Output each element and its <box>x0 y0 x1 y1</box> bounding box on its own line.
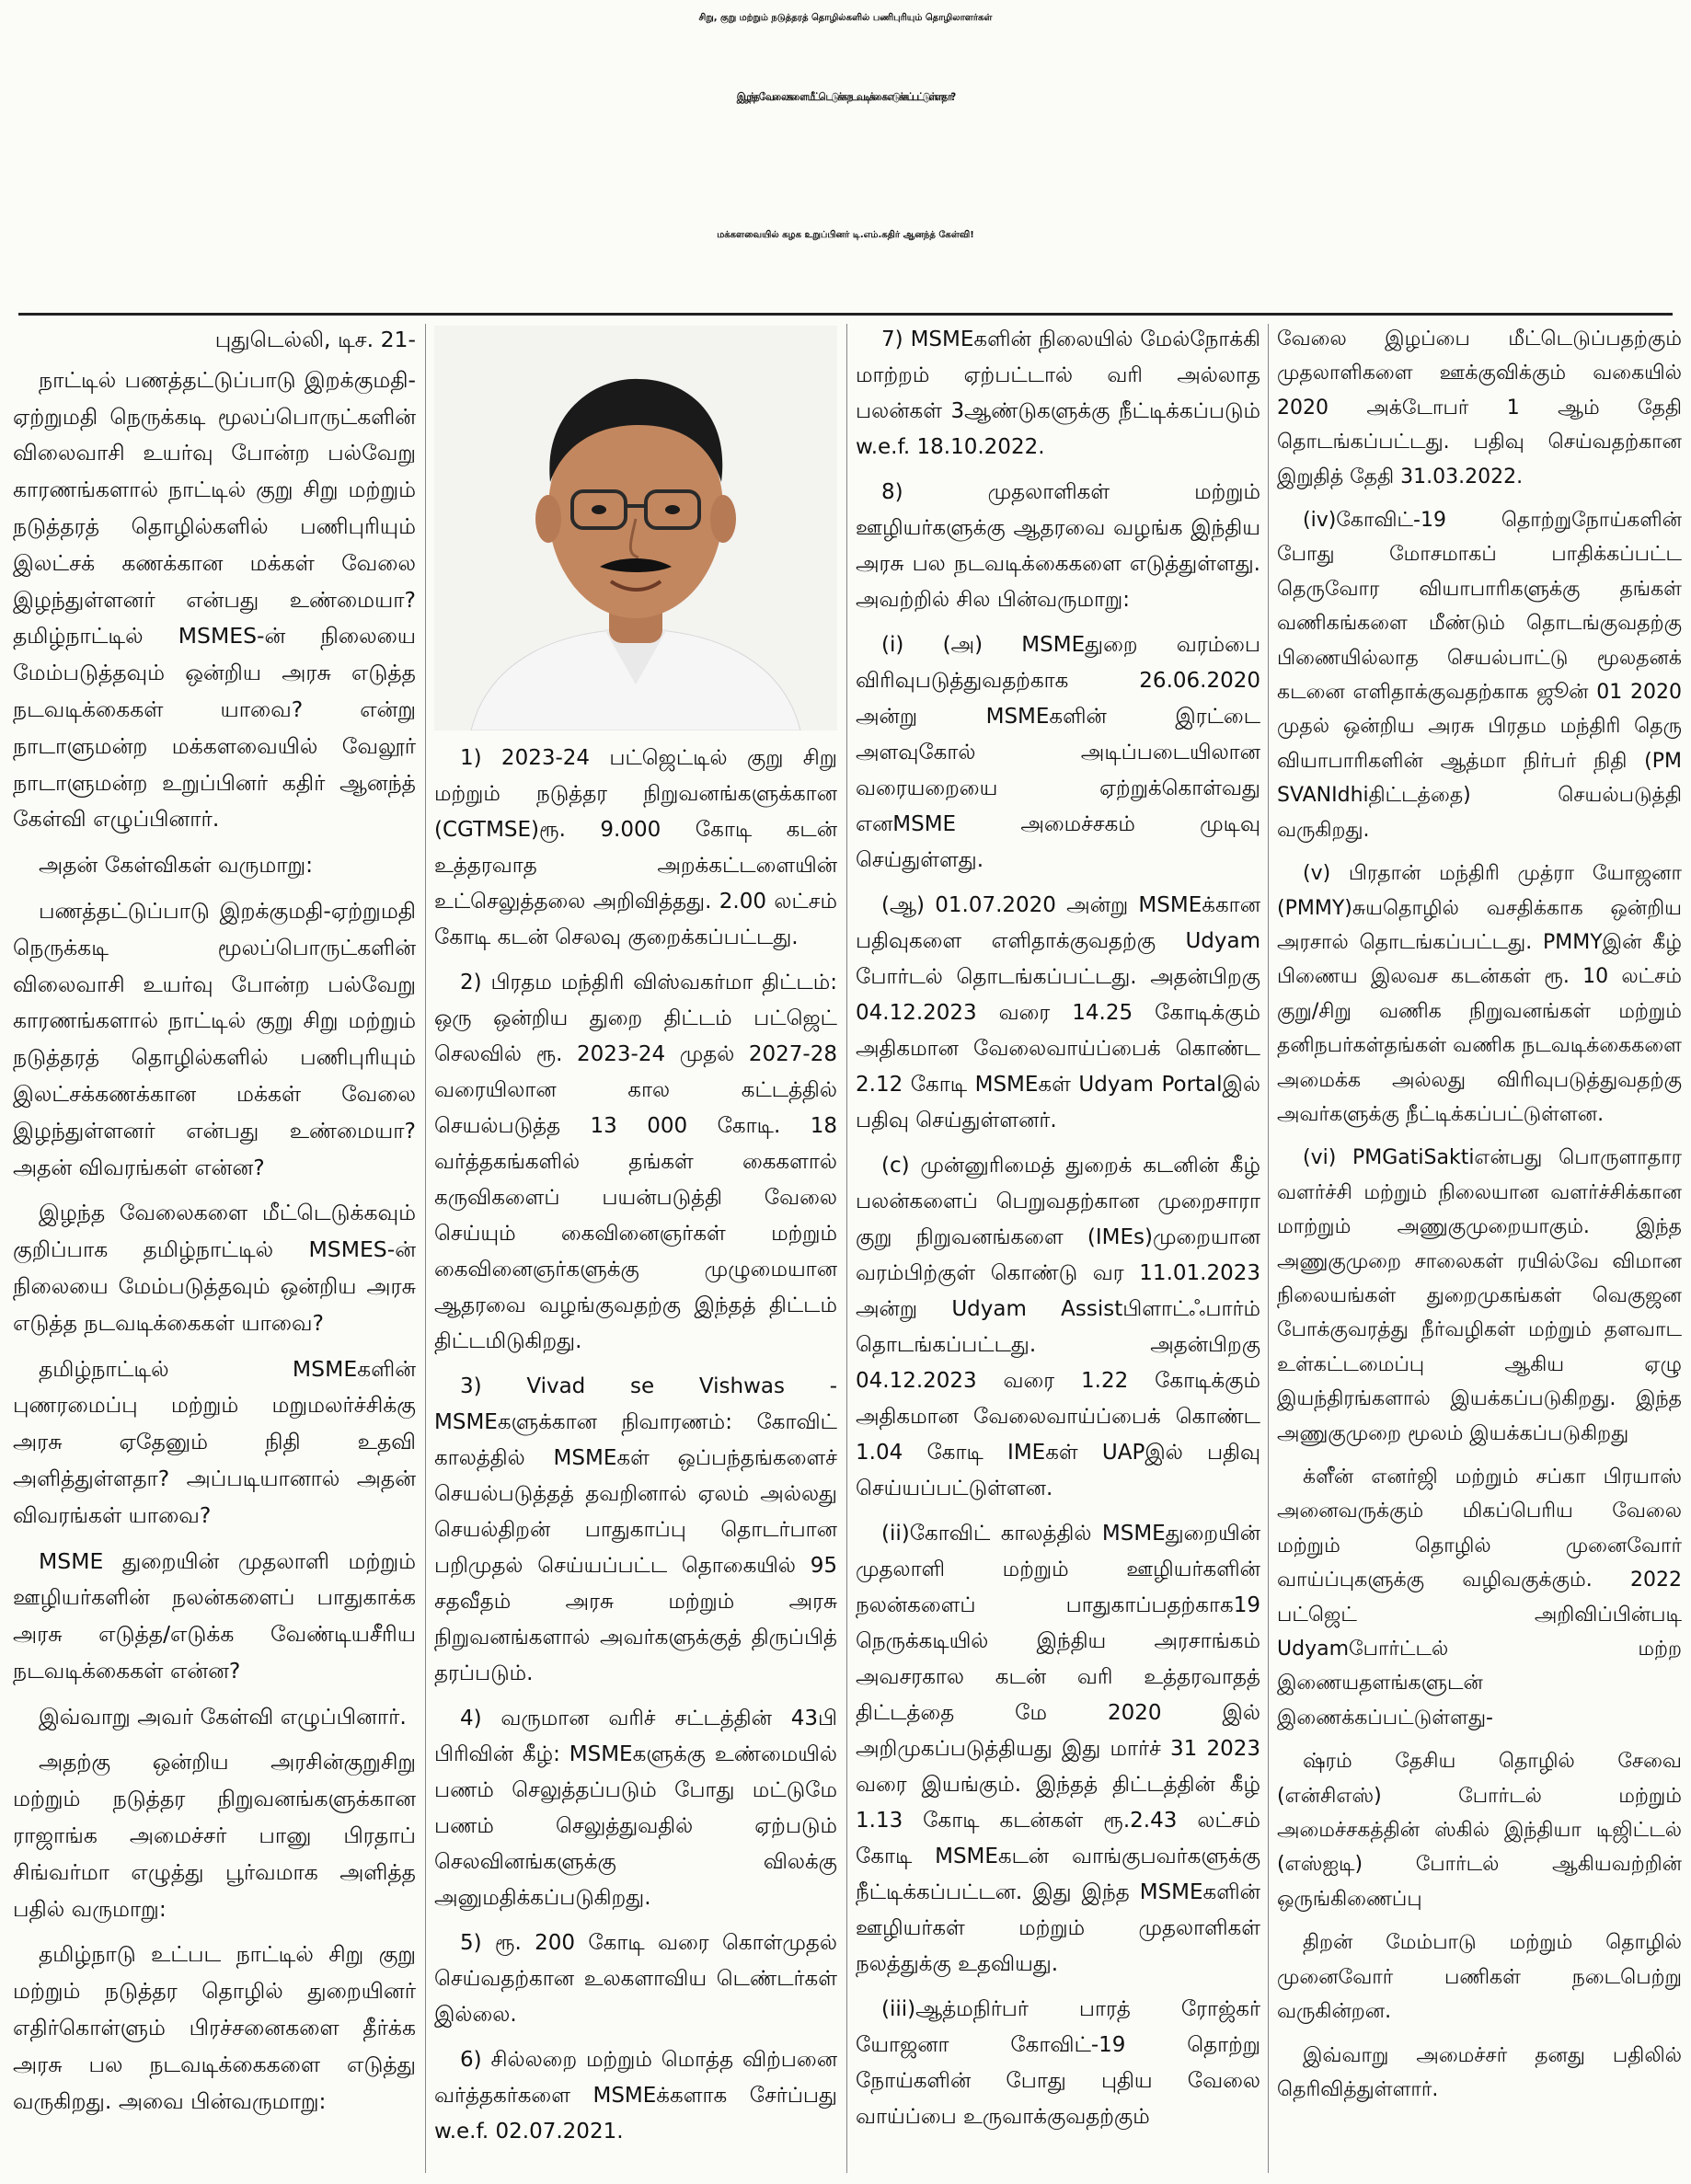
paragraph: 1) 2023-24 பட்ஜெட்டில் குறு சிறு மற்றும் நடுத்தர நிறுவனங்களுக்கான (CGTMSE)ரூ. 9.000 கோடி கடன் உத்தரவாத அறக்கட்டளையின் உட்செலுத்தலை அறிவித்தது. 2.00 லட்சம் கோடி கடன் செலவு குறைக்கப்பட்டது. <box>434 746 837 949</box>
column-divider <box>846 324 847 2173</box>
paragraph: ஷ்ரம் தேசிய தொழில் சேவை (என்சிஎஸ்) போர்டல் மற்றும் அமைச்சகத்தின் ஸ்கில் இந்தியா டிஜிட்டல் (எஸ்ஐடி) போர்டல் ஆகியவற்றின் ஒருங்கிணைப்பு <box>1277 1750 1682 1911</box>
paragraph: வேலை இழப்பை மீட்டெடுப்பதற்கும் முதலாளிகளை ஊக்குவிக்கும் வகையில் 2020 அக்டோபர் 1 ஆம் தேதி தொடங்கப்பட்டது. பதிவு செய்வதற்கான இறுதித் தேதி 31.03.2022. <box>1277 328 1682 489</box>
paragraph: தமிழ்நாட்டில் MSMEகளின் புணரமைப்பு மற்றும் மறுமலர்ச்சிக்கு அரசு ஏதேனும் நிதி உதவி அளித்துள்ளதா? அப்படியானால் அதன் விவரங்கள் யாவை? <box>13 1355 416 1528</box>
paragraph: 6) சில்லறை மற்றும் மொத்த விற்பனை வர்த்தகர்களை MSMEக்களாக சேர்ப்பது w.e.f. 02.07.2021. <box>434 2048 837 2144</box>
paragraph: MSME துறையின் முதலாளி மற்றும் ஊழியர்களின் நலன்களைப் பாதுகாக்க அரசு எடுத்த/எடுக்க வேண்டியசீரிய நடவடிக்கைகள் என்ன? <box>13 1547 416 1684</box>
paragraph: 2) பிரதம மந்திரி விஸ்வகர்மா திட்டம்: ஒரு ஒன்றிய துறை திட்டம் பட்ஜெட் செலவில் ரூ. 2023-24 முதல் 2027-28 வரையிலான கால கட்டத்தில் செயல்படுத்த 13 000 கோடி. 18 வர்த்தகங்களில் தங்கள் கைகளால் கருவிகளைப் பயன்படுத்தி வேலை செய்யும் கைவினைஞர்கள் மற்றும் கைவினைஞர்களுக்கு முழுமையான ஆதரவை வழங்குவதற்கு இந்தத் திட்டம் திட்டமிடுகிறது. <box>434 971 837 1353</box>
header-rule <box>18 313 1673 316</box>
paragraph: இவ்வாறு அவர் கேள்வி எழுப்பினார். <box>39 1703 407 1730</box>
paragraph: பணத்தட்டுப்பாடு இறக்குமதி-ஏற்றுமதி நெருக்கடி மூலப்பொருட்களின் விலைவாசி உயர்வு போன்ற பல்வேறு காரணங்களால் நாட்டில் குறு சிறு மற்றும் நடுத்தரத் தொழில்களில் பணிபுரியும் இலட்சக்கணக்கான மக்கள் வேலை இழந்துள்ளனர் என்பது உண்மையா? அதன் விவரங்கள் என்ன? <box>13 897 416 1180</box>
column-divider <box>425 324 426 2173</box>
paragraph: நாட்டில் பணத்தட்டுப்பாடு இறக்குமதி-ஏற்றுமதி நெருக்கடி மூலப்பொருட்களின் விலைவாசி உயர்வு போன்ற பல்வேறு காரணங்களால் நாட்டில் குறு சிறு மற்றும் நடுத்தரத் தொழில்களில் பணிபுரியும் இலட்சக் கணக்கான மக்கள் வேலை இழந்துள்ளனர் என்பது உண்மையா? தமிழ்நாட்டில் MSMES-ன் நிலையை மேம்படுத்தவும் ஒன்றிய அரசு எடுத்த நடவடிக்கைகள் யாவை? என்று நாடாளுமன்ற மக்களவையில் வேலூர் நாடாளுமன்ற உறுப்பினர் கதிர் ஆனந்த் கேள்வி எழுப்பினார். <box>13 366 416 833</box>
paragraph: (v) பிரதான் மந்திரி முத்ரா யோஜனா (PMMY)சுயதொழில் வசதிக்காக ஒன்றிய அரசால் தொடங்கப்பட்டது. PMMYஇன் கீழ் பிணைய இலவச கடன்கள் ரூ. 10 லட்சம் குறு/சிறு வணிக நிறுவனங்கள் மற்றும் தனிநபர்கள்தங்கள் வணிக நடவடிக்கைகளை அமைக்க அல்லது விரிவுபடுத்துவதற்கு அவர்களுக்கு நீட்டிக்கப்பட்டுள்ளன. <box>1277 862 1682 1126</box>
paragraph: (c) முன்னுரிமைத் துறைக் கடனின் கீழ் பலன்களைப் பெறுவதற்கான முறைசாரா குறு நிறுவனங்களை (IMEs)முறையான வரம்பிற்குள் கொண்டு வர 11.01.2023 அன்று Udyam Assistபிளாட்ஃபார்ம் தொடங்கப்பட்டது. அதன்பிறகு 04.12.2023 வரை 1.22 கோடிக்கும் அதிகமான வேலைவாய்ப்பைக் கொண்ட 1.04 கோடி IMEகள் UAPஇல் பதிவு செய்யப்பட்டுள்ளன. <box>856 1154 1260 1500</box>
portrait-illustration <box>434 326 837 730</box>
paragraph: திறன் மேம்பாடு மற்றும் தொழில் முனைவோர் பணிகள் நடைபெற்று வருகின்றன. <box>1277 1931 1682 2024</box>
main-headline: இழந்த வேலைகளை மீட்டெடுக்க நடவடிக்கை எடுக்கப்பட்டுள்ளதா? <box>736 92 955 104</box>
article-column-4 <box>1277 322 1682 2116</box>
paragraph: க்ளீன் எனர்ஜி மற்றும் சப்கா பிரயாஸ் அனைவருக்கும் மிகப்பெரிய வேலை மற்றும் தொழில் முனைவோர் வாய்ப்புகளுக்கு வழிவகுக்கும். 2022 பட்ஜெட் அறிவிப்பின்படி Udyamபோர்ட்டல் மற்ற இணையதளங்களுடன் இணைக்கப்பட்டுள்ளது- <box>1277 1466 1682 1730</box>
paragraph: 8) முதலாளிகள் மற்றும் ஊழியர்களுக்கு ஆதரவை வழங்க இந்திய அரசு பல நடவடிக்கைகளை எடுத்துள்ளது. அவற்றில் சில பின்வருமாறு: <box>856 480 1260 612</box>
paragraph: (i) (அ) MSMEதுறை வரம்பை விரிவுபடுத்துவதற்காக 26.06.2020 அன்று MSMEகளின் இரட்டை அளவுகோல் அடிப்படையிலான வரையறையை ஏற்றுக்கொள்வது எனMSME அமைச்சகம் முடிவு செய்துள்ளது. <box>856 633 1260 872</box>
paragraph: (ஆ) 01.07.2020 அன்று MSMEக்கான பதிவுகளை எளிதாக்குவதற்கு Udyam போர்டல் தொடங்கப்பட்டது. அதன்பிறகு 04.12.2023 வரை 14.25 கோடிக்கும் அதிகமான வேலைவாய்ப்பைக் கொண்ட 2.12 கோடி MSMEகள் Udyam Portalஇல் பதிவு செய்துள்ளனர். <box>856 893 1260 1132</box>
portrait-photo <box>434 326 837 730</box>
paragraph: (vi) PMGatiSaktiஎன்பது பொருளாதார வளர்ச்சி மற்றும் நிலையான வளர்ச்சிக்கான மாற்றும் அணுகுமுறையாகும். இந்த அணுகுமுறை சாலைகள் ரயில்வே விமான நிலையங்கள் துறைமுகங்கள் வெகுஜன போக்குவரத்து நீர்வழிகள் மற்றும் தளவாட உள்கட்டமைப்பு ஆகிய ஏழு இயந்திரங்களால் இயக்கப்படுகிறது. இந்த அணுகுமுறை மூலம் இயக்கப்படுகிறது <box>1277 1146 1682 1445</box>
paragraph: இழந்த வேலைகளை மீட்டெடுக்கவும் குறிப்பாக தமிழ்நாட்டில் MSMES-ன் நிலையை மேம்படுத்தவும் ஒன்றிய அரசு எடுத்த நடவடிக்கைகள் யாவை? <box>13 1200 416 1336</box>
paragraph: 7) MSMEகளின் நிலையில் மேல்நோக்கி மாற்றம் ஏற்பட்டால் வரி அல்லாத பலன்கள் 3ஆண்டுகளுக்கு நீட்டிக்கப்படும் w.e.f. 18.10.2022. <box>856 328 1260 459</box>
paragraph: 4) வருமான வரிச் சட்டத்தின் 43பி பிரிவின் கீழ்: MSMEகளுக்கு உண்மையில் பணம் செலுத்தப்படும் போது மட்டுமே பணம் செலுத்துவதில் ஏற்படும் செலவினங்களுக்கு விலக்கு அனுமதிக்கப்படுகிறது. <box>434 1707 837 1910</box>
paragraph: (iv)கோவிட்-19 தொற்றுநோய்களின் போது மோசமாகப் பாதிக்கப்பட்ட தெருவோர வியாபாரிகளுக்கு தங்கள் வணிகங்களை மீண்டும் தொடங்குவதற்கு பிணையில்லாத செயல்பாட்டு மூலதனக் கடனை எளிதாக்குவதற்காக ஜூன் 01 2020 முதல் ஒன்றிய அரசு பிரதம மந்திரி தெரு வியாபாரிகளின் ஆத்மா நிர்பர் நிதி (PM SVANIdhiதிட்டத்தை) செயல்படுத்தி வருகிறது. <box>1277 509 1682 842</box>
article-column-2 <box>434 741 837 2159</box>
article-column-3 <box>856 322 1260 2144</box>
paragraph: 5) ரூ. 200 கோடி வரை கொள்முதல் செய்வதற்கான உலகளாவிய டெண்டர்கள் இல்லை. <box>434 1931 837 2027</box>
column-divider <box>1268 324 1269 2173</box>
dateline: புதுடெல்லி, டிச. 21- <box>214 327 416 352</box>
paragraph: இவ்வாறு அமைச்சர் தனது பதிலில் தெரிவித்துள்ளார். <box>1277 2043 1682 2101</box>
article-column-1 <box>13 322 416 2129</box>
paragraph: 3) Vivad se Vishwas - MSMEகளுக்கான நிவாரணம்: கோவிட் காலத்தில் MSMEகள் ஒப்பந்தங்களைச் செயல்படுத்தத் தவறினால் ஏலம் அல்லது செயல்திறன் பாதுகாப்பு தொடர்பான பறிமுதல் செய்யப்பட்ட தொகையில் 95 சதவீதம் அரசு மற்றும் அரசு நிறுவனங்களால் அவர்களுக்குத் திருப்பித் தரப்படும். <box>434 1374 837 1685</box>
paragraph: அதற்கு ஒன்றிய அரசின்குறுசிறு மற்றும் நடுத்தர நிறுவனங்களுக்கான ராஜாங்க அமைச்சர் பானு பிரதாப் சிங்வர்மா எழுத்து பூர்வமாக அளித்த பதில் வருமாறு: <box>13 1749 416 1922</box>
paragraph: தமிழ்நாடு உட்பட நாட்டில் சிறு குறு மற்றும் நடுத்தர தொழில் துறையினர் எதிர்கொள்ளும் பிரச்சனைகளை தீர்க்க அரசு பல நடவடிக்கைகளை எடுத்து வருகிறது. அவை பின்வருமாறு: <box>13 1941 416 2114</box>
kicker-headline: சிறு, குறு மற்றும் நடுத்தரத் தொழில்களில் பணிபுரியும் தொழிலாளர்கள் <box>698 13 993 23</box>
paragraph: அதன் கேள்விகள் வருமாறு: <box>39 852 314 879</box>
paragraph: (iii)ஆத்மநிர்பர் பாரத் ரோஜ்கர் யோஜனா கோவிட்-19 தொற்று நோய்களின் போது புதிய வேலை வாய்ப்பை உருவாக்குவதற்கும் <box>856 1997 1260 2129</box>
sub-headline: மக்களவையில் கழக உறுப்பினர் டி.எம்.கதிர் ஆனந்த் கேள்வி! <box>717 230 974 240</box>
paragraph: (ii)கோவிட் காலத்தில் MSMEதுறையின் முதலாளி மற்றும் ஊழியர்களின் நலன்களைப் பாதுகாப்பதற்காக19 நெருக்கடியில் இந்திய அரசாங்கம் அவசரகால கடன் வரி உத்தரவாதத் திட்டத்தை மே 2020 இல் அறிமுகப்படுத்தியது இது மார்ச் 31 2023 வரை இயங்கும். இந்தத் திட்டத்தின் கீழ் 1.13 கோடி கடன்கள் ரூ.2.43 லட்சம் கோடி MSMEகடன் வாங்குபவர்களுக்கு நீட்டிக்கப்பட்டன. இது இந்த MSMEகளின் ஊழியர்கள் மற்றும் முதலாளிகள் நலத்துக்கு உதவியது. <box>856 1522 1260 1976</box>
